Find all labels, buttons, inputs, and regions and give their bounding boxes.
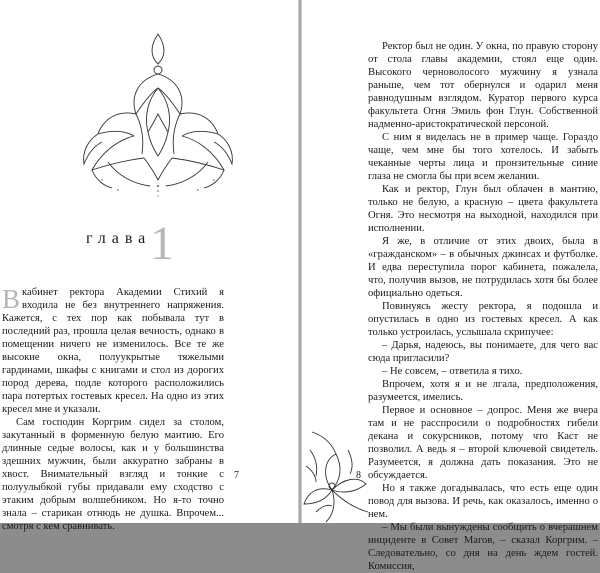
left-page <box>0 0 298 532</box>
chapter-word: глава <box>86 230 152 247</box>
drop-cap: В <box>2 284 21 314</box>
right-page-text <box>368 40 598 573</box>
paragraph: С ним я виделась не в пример чаще. Гораздо чаще, чем мне бы того хотелось. И забыть чеканные черты лица и пронзительные синие глаза не смогла бы при всем желании. <box>368 132 598 182</box>
right-page <box>302 0 600 572</box>
paragraph: Я же, в отличие от этих двоих, была в «гражданском» – в обычных джинсах и футболке. И едва переступила порог кабинета, пожалела, что, получив вызов, не потрудилась хотя бы более официально одеться. <box>368 236 598 299</box>
paragraph: Ректор был не один. У окна, по правую сторону от стола главы академии, стоял еще один. Высокого черноволосого мужчину я узнала раньше, чем тот обернулся и одарил меня равнодушным взглядом. Куратор первого курса факультета Огня Эмиль фон Глун. Собственной надменно-аристократической персоной. <box>368 41 598 130</box>
chapter-heading <box>0 217 298 282</box>
paragraph: Но я также догадывалась, что есть еще один повод для вызова. И речь, как оказалось, именно о нем. <box>368 483 598 520</box>
paragraph-text: кабинет ректора Академии Стихий я входила не без внутреннего напряжения. Кажется, с тех пор как побывала тут в последний раз, прошла целая вечность, однако в помещении ничего не изменилось. Все те же высокие окна, полуукрытые тяжелыми гардинами, шкафы с книгами и стол из дорогих пород дерева, подле которого расположились пара потертых гостевых кресел. На одно из этих кресел мне и указали. <box>2 287 224 415</box>
chapter-number: 1 <box>150 217 174 270</box>
flower-ornament <box>302 420 372 523</box>
paragraph: Впрочем, хотя я и не лгала, предположения, разумеется, имелись. <box>368 379 598 403</box>
page-number: 8 <box>356 470 361 481</box>
paragraph: Как и ректор, Глун был облачен в мантию, только не белую, а красную – цвета факультета Огня. Это несмотря на выходной, находился при исполнении. <box>368 184 598 234</box>
left-page-text <box>2 286 224 533</box>
paragraph <box>2 286 224 416</box>
paragraph: – Дарья, надеюсь, вы понимаете, для чего вас сюда пригласили? <box>368 340 598 364</box>
lotus-ornament <box>78 30 238 200</box>
paragraph: Сам господин Коргрим сидел за столом, закутанный в форменную белую мантию. Его длинные седые волосы, как и у большинства здешних мужчин, были аккуратно забраны в хвост. Внимательный взгляд и тонкие с полуулыбкой губы придавали ему сходство с этаким добрым волшебником. Но я-то точно знала – старикан отнюдь не душка. Впрочем... смотря с кем сравнивать. <box>2 417 224 532</box>
paragraph: – Мы были вынуждены сообщить о вчерашнем инциденте в Совет Магов, – сказал Коргрим. – Следовательно, со дня на день ждем гостей. Комиссия, <box>368 522 598 572</box>
page-number: 7 <box>234 470 239 481</box>
paragraph: Повинуясь жесту ректора, я подошла и опустилась в одно из гостевых кресел. А как только устроилась, услышала скрипучее: <box>368 301 598 338</box>
paragraph: – Не совсем, – ответила я тихо. <box>382 366 523 377</box>
paragraph: Первое и основное – допрос. Меня же вчера там и не расспросили о подробностях гибели декана и сокурсников, потому что Каст не позволил. А ведь я – второй ключевой свидетель. Разумеется, я должна дать показания. Это не обсуждается. <box>368 405 598 481</box>
